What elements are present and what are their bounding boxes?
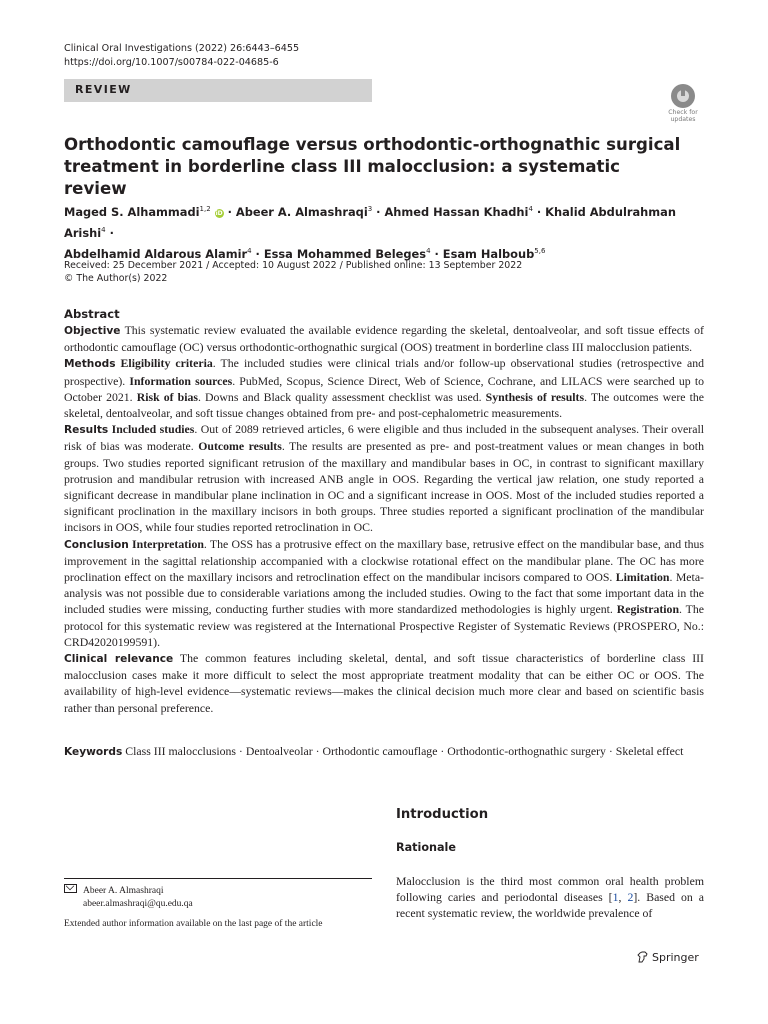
abstract-heading: Abstract — [64, 307, 120, 321]
keywords-text: Class III malocclusions · Dentoalveolar · Orthodontic camouflage · Orthodontic-orthognathic surgery · Skeletal effect — [122, 744, 684, 758]
author-name[interactable]: · Khalid Abdulrahman Arishi — [64, 204, 676, 240]
keywords — [64, 743, 704, 760]
objective-label: Objective — [64, 325, 121, 337]
section-label: REVIEW — [75, 83, 132, 96]
rationale-heading: Rationale — [396, 841, 456, 854]
introduction-text: Malocclusion is the third most common oral health problem following caries and periodontal diseases [1, 2]. Based on a recent systematic review, the worldwide prevalence of — [396, 874, 705, 921]
abstract-results: Results Included studies. Out of 2089 retrieved articles, 6 were eligible and thus included in the subsequent analyses. Their overall risk of bias was moderate. Outcome results. The results are presented as pre- and post-treatment values or mean changes in both groups. Two studies reported significant retrusion of the maxillary and mandibular bases in OC, in contrast to significant maxillary protrusion and mandibular retrusion with increased ANB angle in OOS. Regarding the vertical jaw relation, one study reported a significant decrease in mandibular plane inclination in OC and a significant increase in OOS. Most of the included studies reported a significant proclination in the maxillary incisors in both groups. Three studies reported a significant proclination of the mandibular incisors in OOS, while four studies reported retroclination in OC. — [64, 422, 704, 535]
publisher-name: Springer — [652, 951, 699, 964]
affiliation-sup: 3 — [367, 205, 373, 213]
citation-link[interactable]: 2 — [627, 890, 634, 905]
check-updates-label: Check for updates — [668, 109, 698, 123]
affiliation-sup: 1,2 — [199, 205, 211, 213]
author-name[interactable]: Abdelhamid Aldarous Alamir — [64, 246, 248, 261]
footnote-divider — [64, 878, 372, 879]
author-separator: · — [105, 225, 114, 240]
orcid-icon[interactable]: iD — [215, 209, 223, 217]
extended-author-info: Extended author information available on the last page of the article — [64, 918, 323, 929]
abstract-objective — [64, 322, 704, 355]
corresponding-author-footnote — [64, 884, 384, 931]
section-label-bar — [64, 79, 372, 102]
journal-header — [64, 42, 299, 70]
abstract-clinical-relevance: Clinical relevance The common features including skeletal, dental, and soft tissue characteristics of borderline class III malocclusion cases make it more difficult to select the most appropriate treatment modality that can be either OC or OOS. The availability of high-level evidence—systematic reviews—makes the clinical decision much more clear and based on scientific basis rather than personal preference. — [64, 651, 704, 715]
title-line-2: treatment in borderline class III malocclusion: a systematic review — [64, 157, 621, 198]
affiliation-sup: 4 — [247, 246, 252, 255]
publication-history: Received: 25 December 2021 / Accepted: 10 August 2022 / Published online: 13 September 2022 — [64, 260, 523, 271]
keywords-label: Keywords — [64, 746, 123, 758]
author-name[interactable]: · Esam Halboub — [430, 246, 535, 261]
publisher-logo — [637, 951, 699, 964]
author-name[interactable]: · Ahmed Hassan Khadhi — [372, 204, 529, 219]
relevance-label: Clinical relevance — [64, 653, 174, 666]
affiliation-sup: 5,6 — [534, 246, 546, 255]
corresponding-author-name: Abeer A. Almashraqi — [83, 886, 164, 896]
envelope-icon — [64, 884, 77, 893]
conclusion-label: Conclusion — [64, 538, 129, 551]
introduction-heading: Introduction — [396, 807, 489, 822]
author-name[interactable]: · Abeer A. Almashraqi — [223, 204, 368, 219]
citation-link[interactable]: 1 — [612, 890, 619, 905]
author-name[interactable]: · Essa Mohammed Beleges — [251, 246, 427, 261]
corresponding-author-email[interactable]: abeer.almashraqi@qu.edu.qa — [83, 899, 193, 910]
methods-label: Methods — [64, 358, 116, 371]
copyright: © The Author(s) 2022 — [64, 273, 168, 284]
author-list — [64, 200, 704, 262]
article-dates — [64, 259, 522, 285]
abstract-conclusion: Conclusion Interpretation. The OSS has a protrusive effect on the maxillary base, retrusive effect on the mandibular base, and thus improvement in the sagittal relationship accompanied with a clockwise rotational effect on the mandibular plane. The OC has more proclination effect on the maxillary incisors and retroclination effect on the mandibular incisors compared to OOS. Limitation. Meta-analysis was not possible due to considerable variations among the included studies. Owing to the fact that some important data in the included studies were missing, conducting further studies with more standardized methodologies is highly urgent. Registration. The protocol for this systematic review was registered at the International Prospective Register of Systematic Reviews (PROSPERO, No.: CRD42020199591). — [64, 536, 704, 649]
abstract-section — [64, 306, 704, 716]
title-line-1: Orthodontic camouflage versus orthodontic-orthognathic surgical — [64, 135, 681, 154]
affiliation-sup: 4 — [528, 205, 533, 213]
affiliation-sup: 4 — [426, 246, 431, 255]
springer-horse-icon — [637, 951, 648, 963]
abstract-methods: Methods Eligibility criteria. The included studies were clinical trials and/or follow-up observational studies (retrospective and prospective). Information sources. PubMed, Scopus, Science Direct, Web of Science, Cochrane, and LILACS were searched up to October 2021. Risk of bias. Downs and Black quality assessment checklist was used. Synthesis of results. The outcomes were the skeletal, dentoalveolar, and soft tissue changes obtained from pre- and post-cephalometric measurements. — [64, 356, 704, 421]
journal-citation: Clinical Oral Investigations (2022) 26:6443–6455 — [64, 43, 300, 54]
affiliation-sup: 4 — [101, 225, 106, 234]
objective-text: This systematic review evaluated the available evidence regarding the skeletal, dentoalveolar, and soft tissue effects of orthodontic camouflage (OC) versus orthodontic-orthognathic surgical (OOS) treatment in borderline class III malocclusion patients. — [64, 323, 704, 355]
results-label: Results — [64, 424, 109, 437]
author-name[interactable]: Maged S. Alhammadi — [64, 204, 200, 219]
check-for-updates-button[interactable] — [663, 84, 703, 126]
doi-link[interactable]: https://doi.org/10.1007/s00784-022-04685-6 — [64, 57, 279, 68]
check-updates-icon — [671, 84, 695, 108]
article-title — [64, 134, 684, 200]
